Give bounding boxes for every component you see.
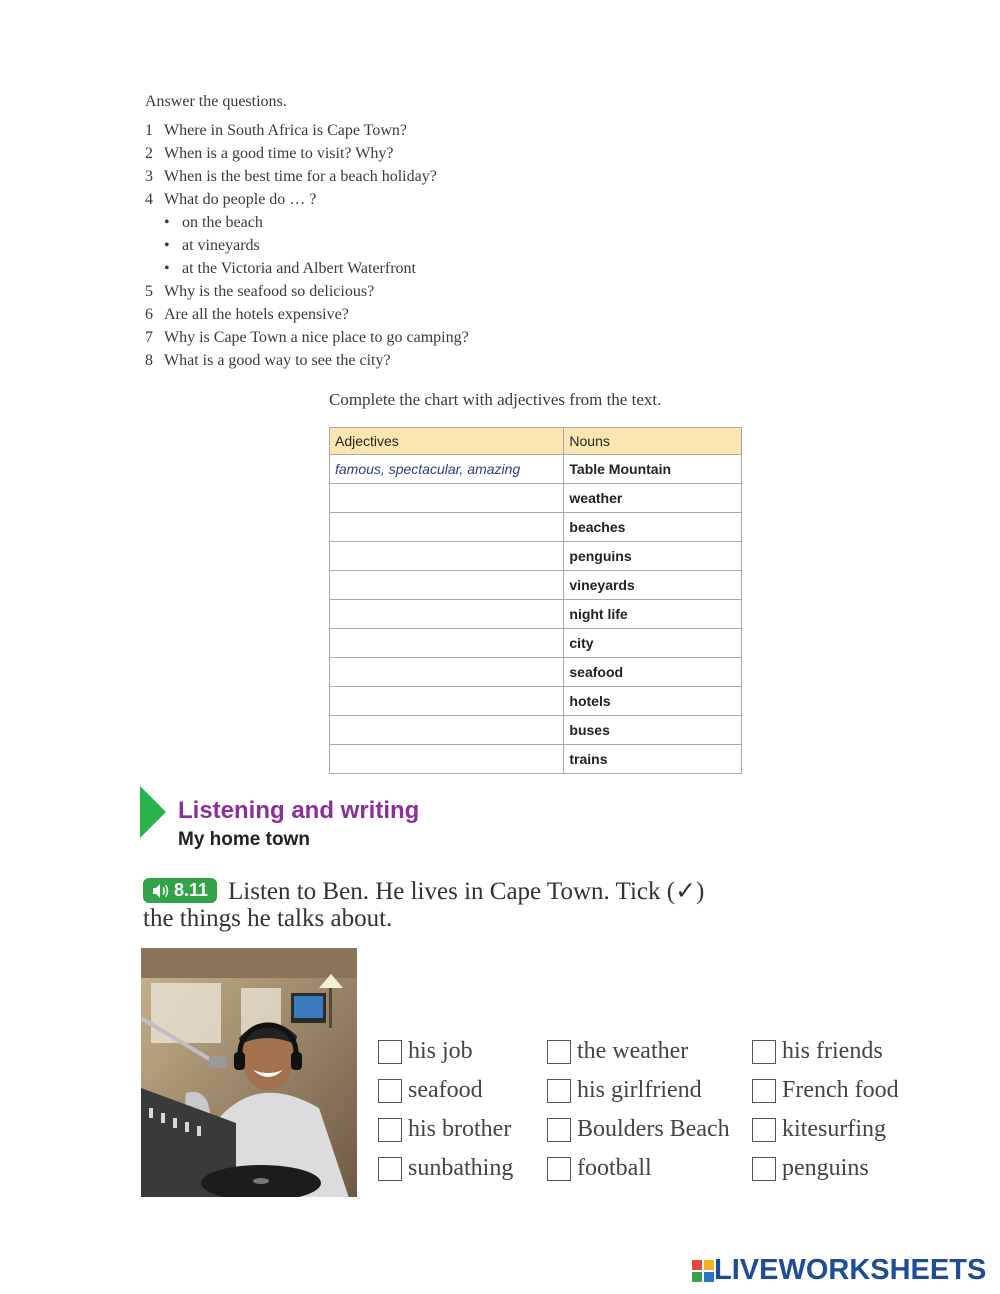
- adjective-cell[interactable]: [330, 484, 564, 513]
- question-text: at vineyards: [182, 237, 260, 254]
- question-item: [145, 280, 469, 303]
- question-text: What is a good way to see the city?: [164, 352, 391, 369]
- question-number: 6: [145, 306, 153, 323]
- adjective-cell[interactable]: [330, 542, 564, 571]
- tick-checkbox[interactable]: [378, 1079, 402, 1103]
- adjective-input[interactable]: [335, 515, 562, 539]
- checklist-column-3: [752, 1032, 899, 1188]
- question-number: 2: [145, 145, 153, 162]
- tick-checkbox[interactable]: [752, 1118, 776, 1142]
- checklist-item[interactable]: [752, 1149, 899, 1188]
- question-text: When is the best time for a beach holiday?: [164, 168, 437, 185]
- adjective-input[interactable]: [335, 631, 562, 655]
- checklist-item[interactable]: [378, 1149, 513, 1188]
- noun-cell: penguins: [564, 542, 742, 571]
- question-item: [145, 349, 469, 372]
- adjective-input[interactable]: [335, 718, 562, 742]
- question-number: 3: [145, 168, 153, 185]
- adjective-cell[interactable]: [330, 513, 564, 542]
- adjective-input[interactable]: [335, 486, 562, 510]
- tick-checkbox[interactable]: [547, 1157, 571, 1181]
- adjective-cell: famous, spectacular, amazing: [330, 455, 564, 484]
- speaker-icon: [152, 883, 170, 899]
- track-number: 8.11: [173, 880, 209, 900]
- checklist-label: his girlfriend: [577, 1077, 702, 1103]
- noun-cell: beaches: [564, 513, 742, 542]
- noun-cell: buses: [564, 716, 742, 745]
- checklist-label: his brother: [408, 1116, 512, 1142]
- nouns-header: Nouns: [564, 428, 742, 455]
- checklist-label: his job: [408, 1038, 473, 1064]
- checklist-item[interactable]: [752, 1110, 899, 1149]
- adjective-cell[interactable]: [330, 658, 564, 687]
- noun-cell: city: [564, 629, 742, 658]
- question-item: [145, 188, 469, 211]
- checklist-label: his friends: [782, 1038, 883, 1064]
- checklist-item[interactable]: [378, 1032, 513, 1071]
- adjective-input[interactable]: [335, 602, 562, 626]
- question-bullet: [145, 211, 469, 234]
- adjectives-header: Adjectives: [330, 428, 564, 455]
- bullet-mark: •: [164, 237, 170, 254]
- section-subtitle: My home town: [178, 829, 310, 850]
- chart-row: [330, 542, 742, 571]
- question-item: [145, 303, 469, 326]
- question-item: [145, 326, 469, 349]
- question-number: 7: [145, 329, 153, 346]
- audio-track-badge[interactable]: [143, 878, 217, 903]
- adjective-cell[interactable]: [330, 600, 564, 629]
- checklist-label: seafood: [408, 1077, 483, 1103]
- checklist-column-2: [547, 1032, 730, 1188]
- noun-cell: weather: [564, 484, 742, 513]
- bullet-mark: •: [164, 214, 170, 231]
- noun-cell: Table Mountain: [564, 455, 742, 484]
- chart-row: [330, 600, 742, 629]
- chart-row: [330, 513, 742, 542]
- adjective-input[interactable]: [335, 660, 562, 684]
- adjective-cell[interactable]: [330, 629, 564, 658]
- checklist-item[interactable]: [752, 1071, 899, 1110]
- checklist-item[interactable]: [752, 1032, 899, 1071]
- section-title: Listening and writing: [178, 797, 420, 824]
- noun-cell: seafood: [564, 658, 742, 687]
- checklist-label: sunbathing: [408, 1155, 514, 1181]
- chart-row: [330, 687, 742, 716]
- radio-dj-photo: [141, 948, 357, 1197]
- adjective-cell[interactable]: [330, 716, 564, 745]
- question-number: 8: [145, 352, 153, 369]
- questions-instruction: Answer the questions.: [145, 93, 287, 110]
- chart-row: [330, 455, 742, 484]
- question-text: Why is the seafood so delicious?: [164, 283, 375, 300]
- adjective-cell[interactable]: [330, 687, 564, 716]
- checklist-item[interactable]: [378, 1071, 513, 1110]
- checklist-label: kitesurfing: [782, 1116, 886, 1142]
- question-item: [145, 119, 469, 142]
- listening-instruction-line2: the things he talks about.: [143, 905, 393, 932]
- checklist-item[interactable]: [547, 1110, 730, 1149]
- checklist-label: Boulders Beach: [577, 1116, 730, 1142]
- noun-cell: vineyards: [564, 571, 742, 600]
- chart-row: [330, 629, 742, 658]
- checklist-label: football: [577, 1155, 652, 1181]
- checklist-item[interactable]: [547, 1032, 730, 1071]
- tick-checkbox[interactable]: [378, 1118, 402, 1142]
- checklist-column-1: [378, 1032, 513, 1188]
- chart-row: [330, 716, 742, 745]
- tick-checkbox[interactable]: [547, 1040, 571, 1064]
- checklist-item[interactable]: [547, 1149, 730, 1188]
- adjective-input[interactable]: [335, 747, 562, 771]
- checklist-item[interactable]: [378, 1110, 513, 1149]
- tick-checkbox[interactable]: [378, 1157, 402, 1181]
- chart-row: [330, 484, 742, 513]
- question-text: at the Victoria and Albert Waterfront: [182, 260, 416, 277]
- adjective-cell[interactable]: [330, 571, 564, 600]
- adjective-input[interactable]: [335, 544, 562, 568]
- question-bullet: [145, 234, 469, 257]
- question-item: [145, 142, 469, 165]
- question-text: on the beach: [182, 214, 263, 231]
- chart-row: [330, 745, 742, 774]
- adjectives-chart: [329, 427, 742, 774]
- question-number: 1: [145, 122, 153, 139]
- checklist-item[interactable]: [547, 1071, 730, 1110]
- adjective-cell[interactable]: [330, 745, 564, 774]
- bullet-mark: •: [164, 260, 170, 277]
- question-text: Why is Cape Town a nice place to go camping?: [164, 329, 469, 346]
- noun-cell: hotels: [564, 687, 742, 716]
- question-text: When is a good time to visit? Why?: [164, 145, 394, 162]
- adjective-input[interactable]: [335, 573, 562, 597]
- checklist-label: penguins: [782, 1155, 869, 1181]
- logo-text: LIVEWORKSHEETS: [714, 1254, 987, 1286]
- adjective-input[interactable]: [335, 689, 562, 713]
- checklist-label: the weather: [577, 1038, 689, 1064]
- tick-checkbox[interactable]: [547, 1118, 571, 1142]
- tick-checkbox[interactable]: [547, 1079, 571, 1103]
- chart-header-row: [330, 428, 742, 455]
- question-text: Are all the hotels expensive?: [164, 306, 349, 323]
- listening-instruction-line1: Listen to Ben. He lives in Cape Town. Tick (✓): [228, 878, 705, 905]
- liveworksheets-logo[interactable]: [692, 1254, 986, 1287]
- tick-checkbox[interactable]: [752, 1040, 776, 1064]
- chart-row: [330, 658, 742, 687]
- question-list: [145, 119, 469, 372]
- section-arrow-icon: [140, 786, 166, 838]
- chart-row: [330, 571, 742, 600]
- question-text: Where in South Africa is Cape Town?: [164, 122, 407, 139]
- tick-checkbox[interactable]: [752, 1157, 776, 1181]
- logo-blocks-icon: [692, 1260, 714, 1282]
- chart-instruction: Complete the chart with adjectives from the text.: [329, 390, 662, 409]
- question-item: [145, 165, 469, 188]
- tick-checkbox[interactable]: [752, 1079, 776, 1103]
- question-number: 4: [145, 191, 153, 208]
- question-number: 5: [145, 283, 153, 300]
- question-bullet: [145, 257, 469, 280]
- question-text: What do people do … ?: [164, 191, 317, 208]
- noun-cell: trains: [564, 745, 742, 774]
- checklist-label: French food: [782, 1077, 899, 1103]
- tick-checkbox[interactable]: [378, 1040, 402, 1064]
- noun-cell: night life: [564, 600, 742, 629]
